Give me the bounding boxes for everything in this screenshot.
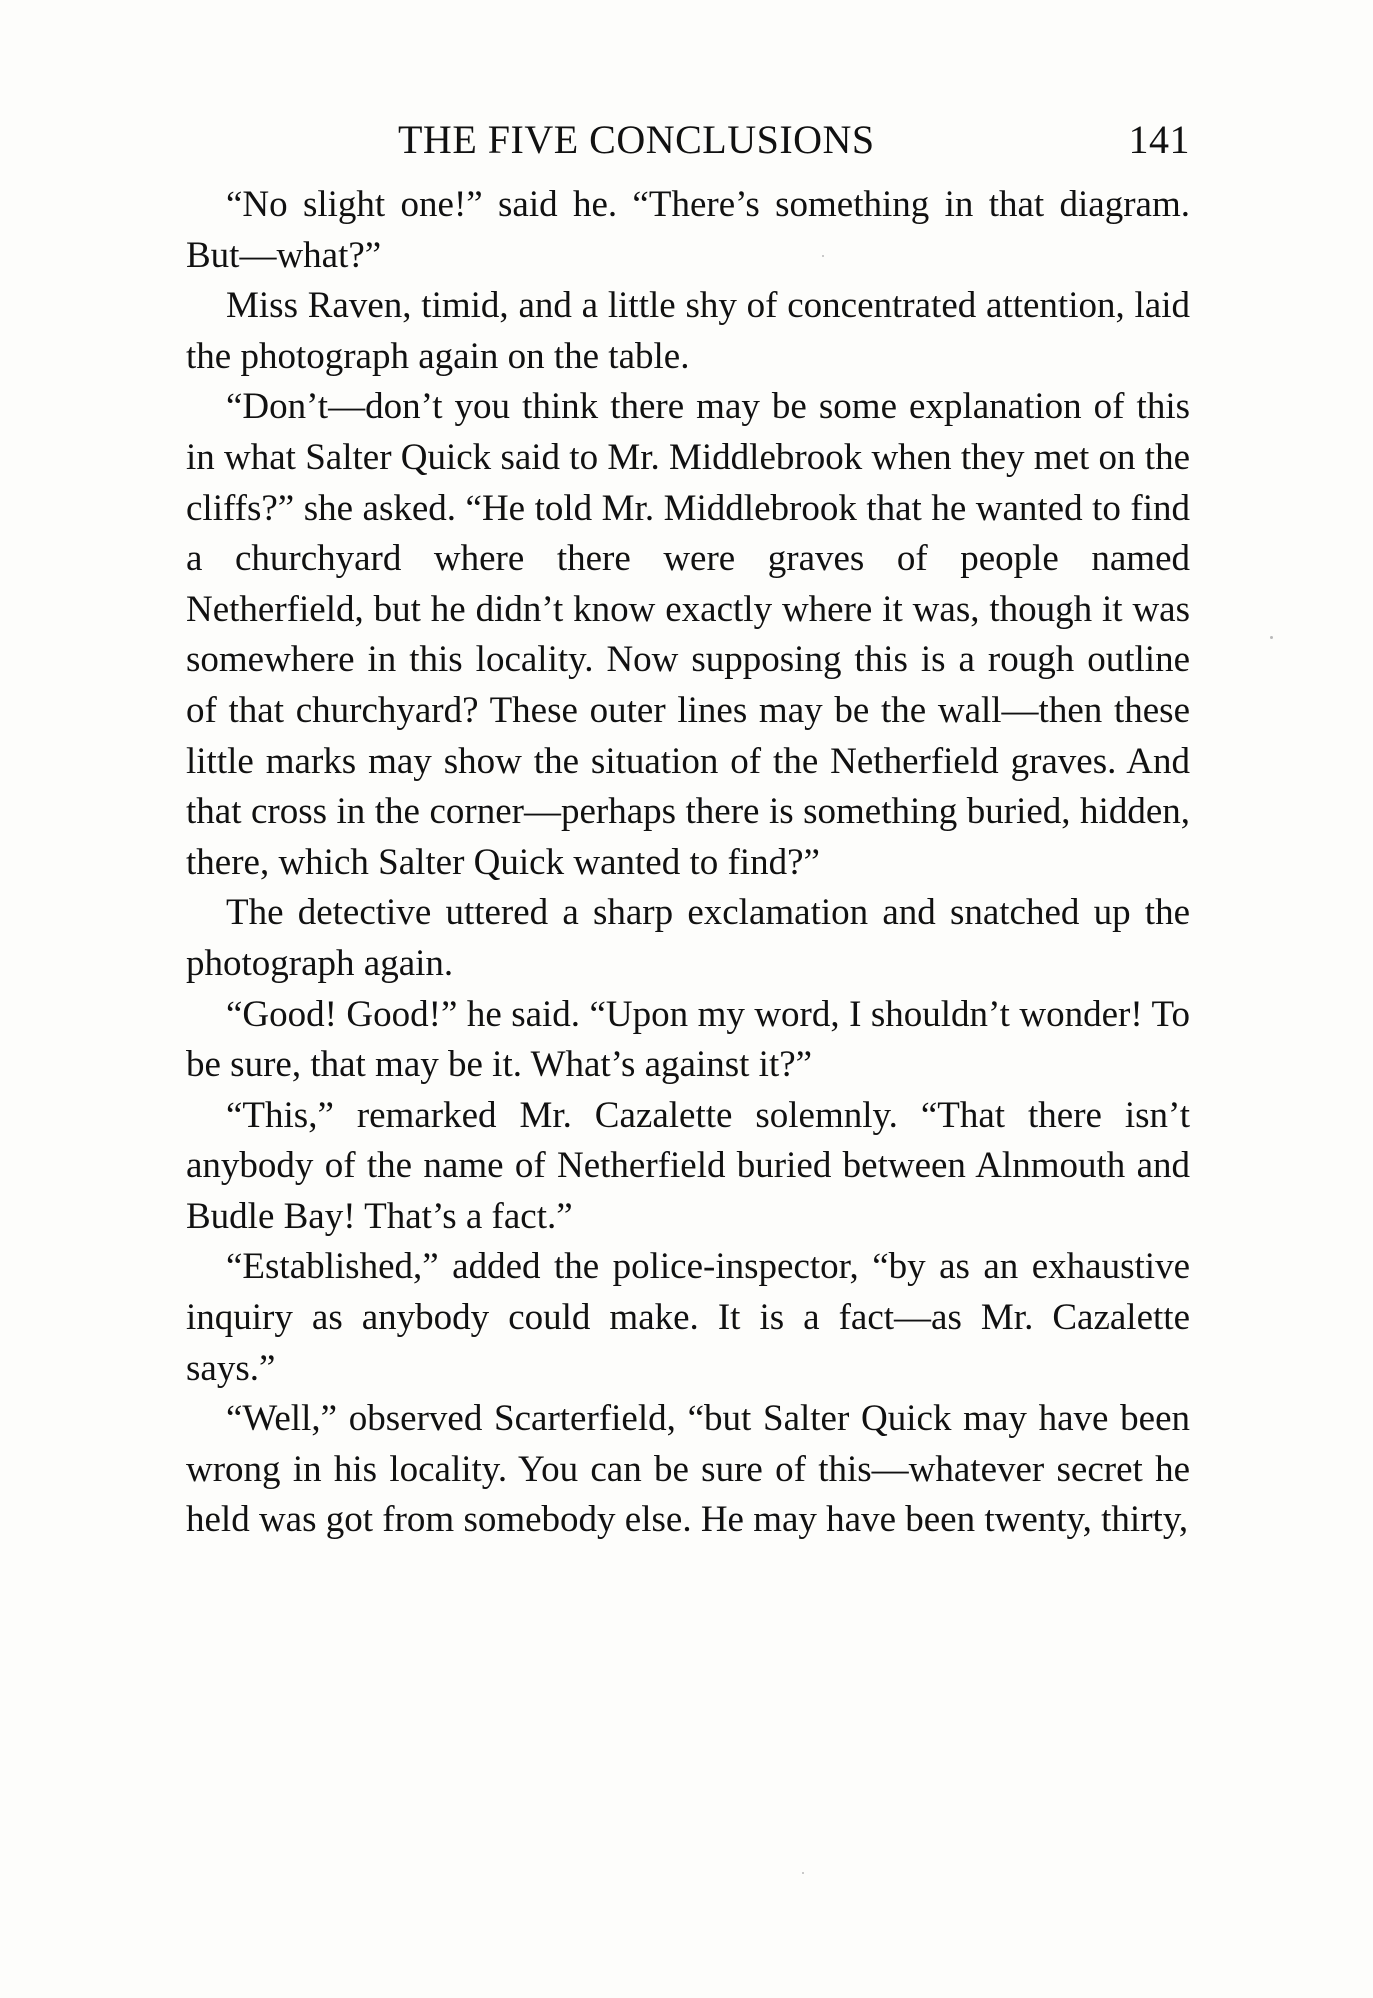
body-text	[186, 180, 1190, 1546]
paragraph: “No slight one!” said he. “There’s something in that diagram. But—what?”	[186, 184, 1190, 276]
running-head	[186, 112, 1190, 172]
page-number: 141	[1128, 117, 1190, 162]
paper-speck	[1270, 636, 1273, 639]
paper-speck	[822, 255, 824, 257]
running-title: THE FIVE CONCLUSIONS	[398, 117, 875, 162]
paper-speck	[802, 1872, 804, 1874]
paragraph: The detective uttered a sharp exclamation and snatched up the photograph again.	[186, 892, 1190, 984]
paragraph: “Don’t—don’t you think there may be some explanation of this in what Salter Quick said to Mr. Middlebrook when they met on the cliffs?” she asked. “He told Mr. Middlebrook that he wanted to find a churchyard where there were graves of people named Netherfield, but he didn’t know exactly where it was, though it was somewhere in this locality. Now supposing this is a rough outline of that churchyard? These outer lines may be the wall—then these little marks may show the situation of the Netherfield graves. And that cross in the corner—perhaps there is something buried, hidden, there, which Salter Quick wanted to find?”	[186, 386, 1190, 883]
paragraph: “Established,” added the police-inspector, “by as an exhaustive inquiry as anybody could make. It is a fact—as Mr. Cazalette says.”	[186, 1246, 1190, 1389]
paragraph: “Well,” observed Scarterfield, “but Salter Quick may have been wrong in his locality. You can be sure of this—whatever secret he held was got from somebody else. He may have been twenty, thirty,	[186, 1398, 1190, 1541]
paragraph: “This,” remarked Mr. Cazalette solemnly. “That there isn’t anybody of the name of Netherfield buried between Alnmouth and Budle Bay! That’s a fact.”	[186, 1094, 1190, 1237]
paragraph: “Good! Good!” he said. “Upon my word, I shouldn’t wonder! To be sure, that may be it. What’s against it?”	[186, 993, 1190, 1086]
paragraph: Miss Raven, timid, and a little shy of concentrated attention, laid the photograph again on the table.	[186, 285, 1190, 377]
